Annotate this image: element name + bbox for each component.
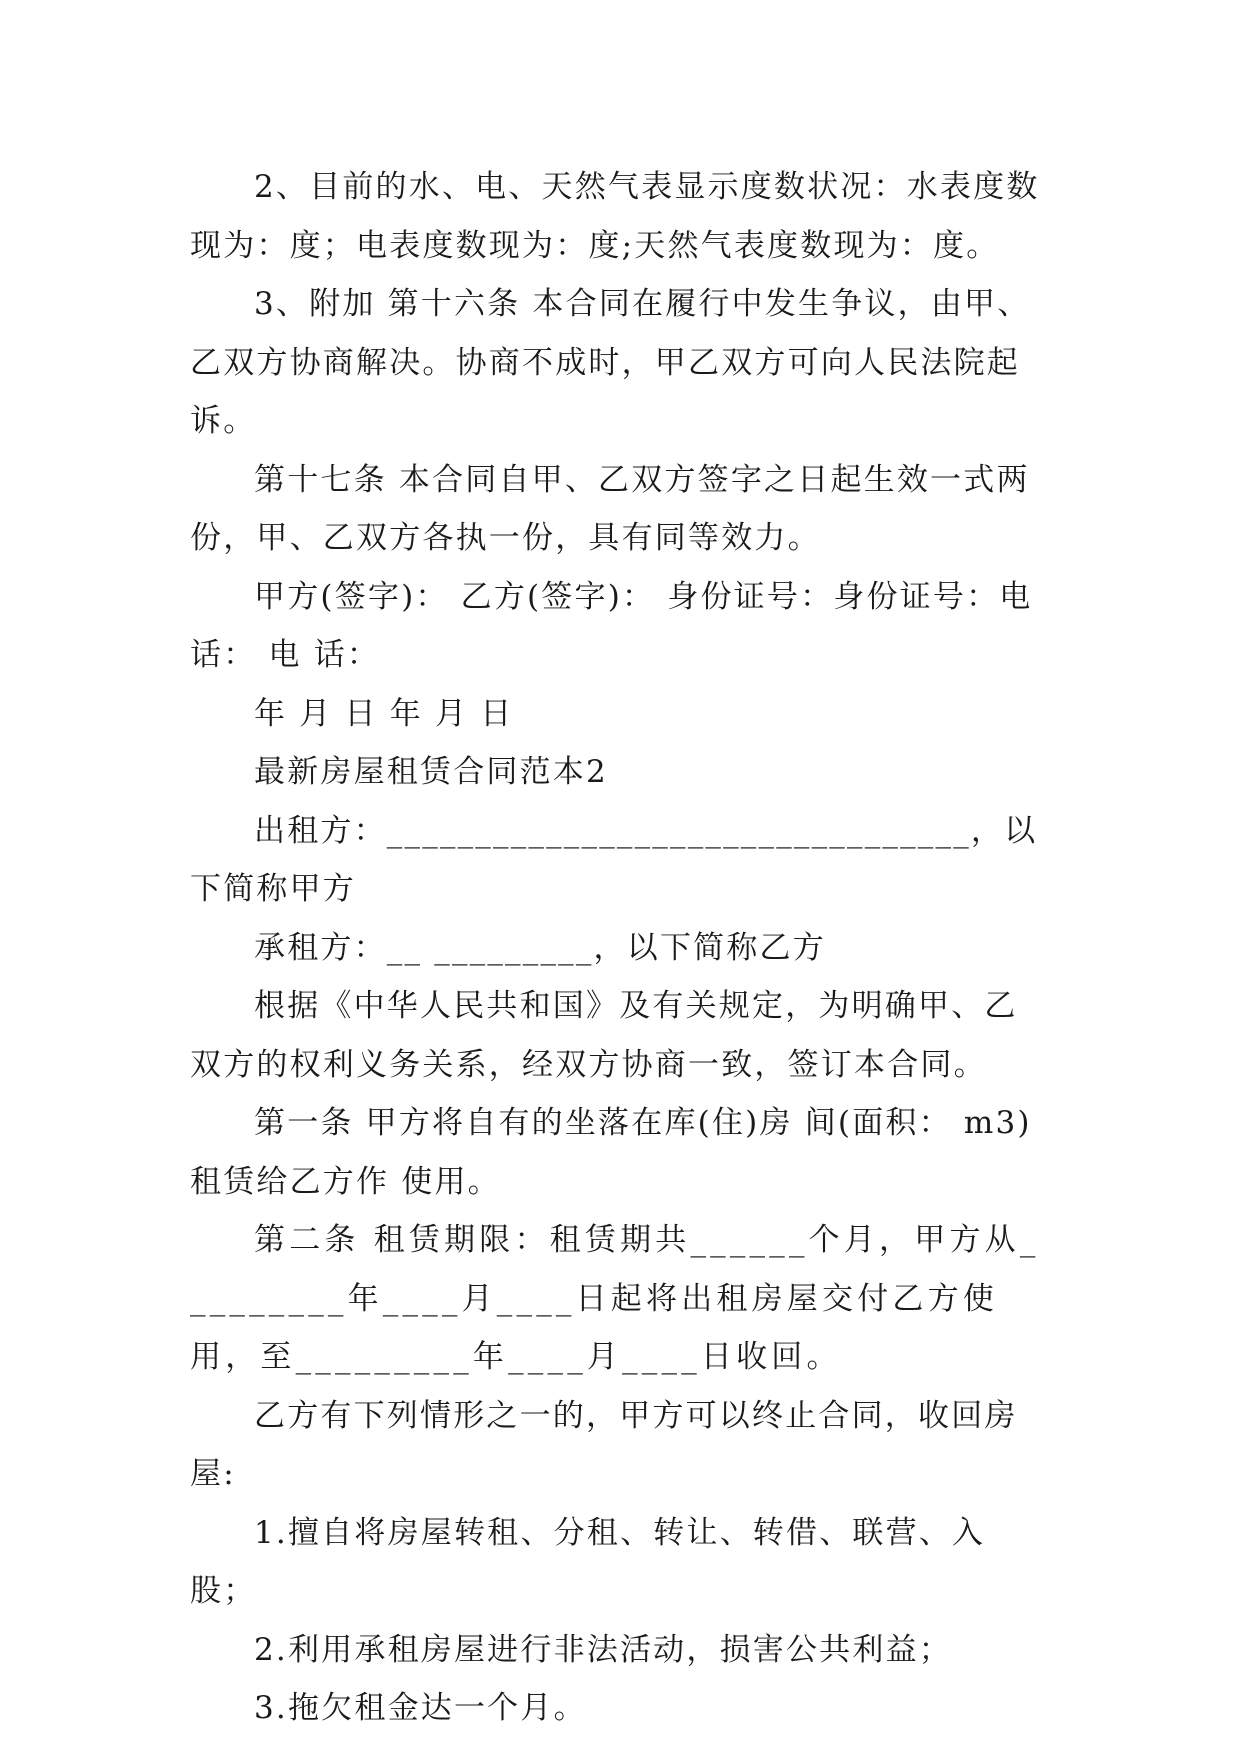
paragraph-lessee: 承租方：__ _________，以下简称乙方 bbox=[254, 929, 826, 966]
list-item-sublet: 1.擅自将房屋转租、分租、转让、转借、联营、入股； bbox=[190, 1514, 986, 1609]
section-title: 最新房屋租赁合同范本2 bbox=[254, 754, 608, 790]
list-item-illegal-use: 2.利用承租房屋进行非法活动，损害公共利益； bbox=[254, 1631, 952, 1668]
list-item-rent-arrears: 3.拖欠租金达一个月。 bbox=[254, 1690, 587, 1726]
paragraph-article-17: 第十七条 本合同自甲、乙双方签字之日起生效一式两份，甲、乙双方各执一份，具有同等效力。 bbox=[190, 461, 1030, 556]
paragraph-dates: 年 月 日 年 月 日 bbox=[254, 695, 514, 732]
paragraph-lessor: 出租方：_________________________________，以下简称甲方 bbox=[190, 812, 1038, 907]
paragraph-article-16: 3、附加 第十六条 本合同在履行中发生争议，由甲、乙双方协商解决。协商不成时，甲乙双方可向人民法院起诉。 bbox=[190, 286, 1031, 439]
paragraph-article-1: 第一条 甲方将自有的坐落在库(住)房 间(面积： m3)租赁给乙方作 使用。 bbox=[190, 1105, 1032, 1200]
paragraph-article-2: 第二条 租赁期限：租赁期共______个月，甲方从_________年____月____日起将出租房屋交付乙方使用，至_________年____月____日收回。 bbox=[190, 1222, 1040, 1375]
paragraph-signatures: 甲方(签字)： 乙方(签字)： 身份证号：身份证号：电话： 电 话： bbox=[190, 578, 1033, 673]
paragraph-preamble: 根据《中华人民共和国》及有关规定，为明确甲、乙双方的权利义务关系，经双方协商一致，签订本合同。 bbox=[190, 988, 1018, 1083]
paragraph-meter-readings: 2、目前的水、电、天然气表显示度数状况：水表度数现为：度；电表度数现为：度;天然气表度数现为：度。 bbox=[190, 169, 1040, 264]
paragraph-termination-intro: 乙方有下列情形之一的，甲方可以终止合同，收回房屋: bbox=[190, 1397, 1018, 1492]
document-body bbox=[190, 158, 1050, 1738]
